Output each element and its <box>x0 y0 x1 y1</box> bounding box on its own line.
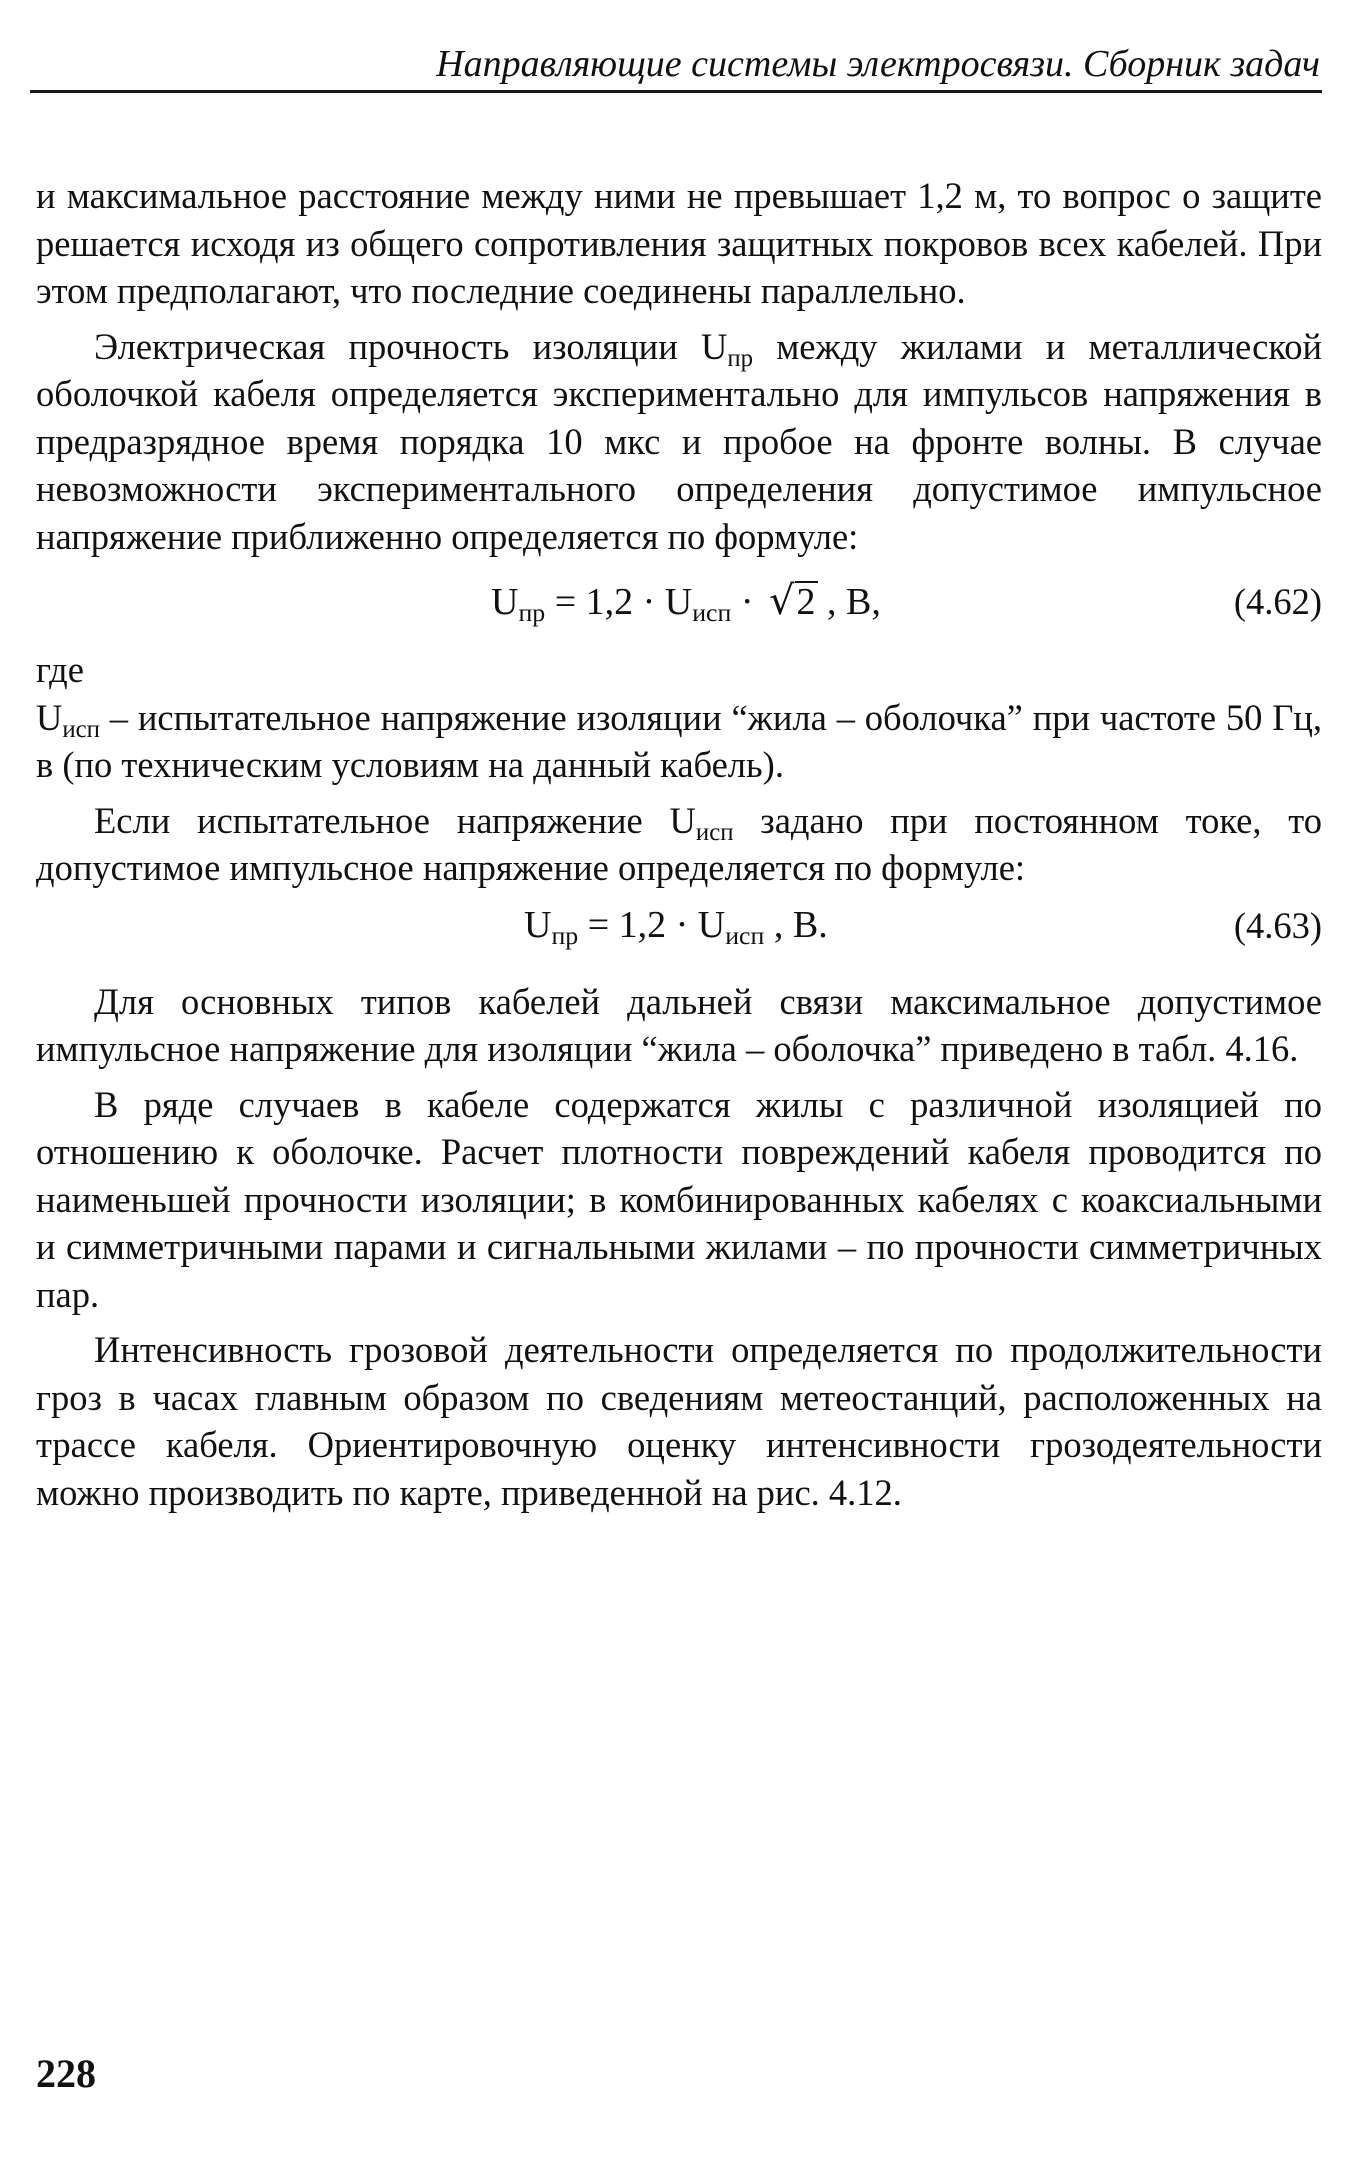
formula-subscript: исп <box>692 598 732 628</box>
paragraph-long-distance-cables: Для основных типов кабелей дальней связи максимальное допустимое импульсное напряжение для изоляции “жила – оболочка” приведено в табл. 4.16. <box>36 980 1322 1069</box>
paragraph-dc-test-voltage <box>36 797 1322 892</box>
paragraph-thunderstorm-intensity: Интенсивность грозовой деятельности определяется по продолжительности гроз в часах главным образом по сведениям метеостанций, расположенных на трассе кабеля. Ориентировочную оценку интенсивности грозодеятельности можно производить по карте, приведенной на рис. 4.12. <box>36 1329 1322 1513</box>
body-text <box>36 172 1322 1516</box>
where-label: где <box>36 649 84 690</box>
radicand: 2 <box>796 581 816 623</box>
paragraph-text: U <box>36 696 63 738</box>
formula-unit: , В. <box>764 903 828 946</box>
subscript: исп <box>695 818 734 846</box>
formula-expression <box>491 578 881 627</box>
paragraph-text: Если испытательное напряжение U <box>94 799 696 841</box>
paragraph-text: Электрическая прочность изоляции U <box>94 325 728 367</box>
radical-sign-icon: √ <box>769 578 795 624</box>
paragraph-text: задано при постоянном токе, то допустимое импульсное напряжение определяется по формуле: <box>36 799 1322 888</box>
subscript: пр <box>727 344 753 372</box>
paragraph-continuation: и максимальное расстояние между ними не превышает 1,2 м, то вопрос о защите решается исходя из общего сопротивления защитных покровов всех кабелей. При этом предполагают, что последние соединены параллельно. <box>36 175 1322 311</box>
page-number: 228 <box>36 2051 96 2096</box>
formula-expression <box>524 902 828 950</box>
formula-subscript: исп <box>725 920 765 950</box>
equation-number: (4.62) <box>1233 581 1322 622</box>
formula-symbol: U <box>524 903 552 946</box>
formula-subscript: пр <box>518 598 546 628</box>
paragraph-text: между жилами и металлической оболочкой кабеля определяется экспериментально для импульсов напряжения в предразрядное время порядка 10 мкс и пробое на фронте волны. В случае невозможности экспериментального определения допустимое импульсное напряжение приближенно определяется по формуле: <box>36 325 1322 557</box>
paragraph-text: – испытательное напряжение изоляции “жила – оболочка” при частоте 50 Гц, в (по техническим условиям на данный кабель). <box>36 696 1322 785</box>
running-header: Направляющие системы электросвязи. Сборник задач <box>436 43 1320 85</box>
square-root <box>763 578 818 627</box>
paragraph-different-insulation: В ряде случаев в кабеле содержатся жилы с различной изоляцией по отношению к оболочке. Расчет плотности повреждений кабеля проводится по наименьшей прочности изоляции; в комбинированных кабелях с коаксиальными и симметричными парами и сигнальными жилами – по прочности симметричных пар. <box>36 1083 1322 1315</box>
paragraph-dielectric-strength <box>36 323 1322 561</box>
formula-4-62 <box>36 560 1322 646</box>
equation-number: (4.63) <box>1233 904 1322 946</box>
formula-subscript: пр <box>551 920 579 950</box>
formula-operator: · <box>731 581 763 623</box>
formula-operator: = 1,2 · U <box>578 903 726 946</box>
formula-4-63 <box>36 892 1322 978</box>
header-rule <box>30 90 1322 93</box>
subscript: исп <box>62 715 100 743</box>
paragraph-test-voltage-definition <box>36 694 1322 789</box>
formula-operator: = 1,2 · U <box>545 581 693 623</box>
formula-unit: , В, <box>817 581 881 623</box>
formula-symbol: U <box>491 581 519 623</box>
